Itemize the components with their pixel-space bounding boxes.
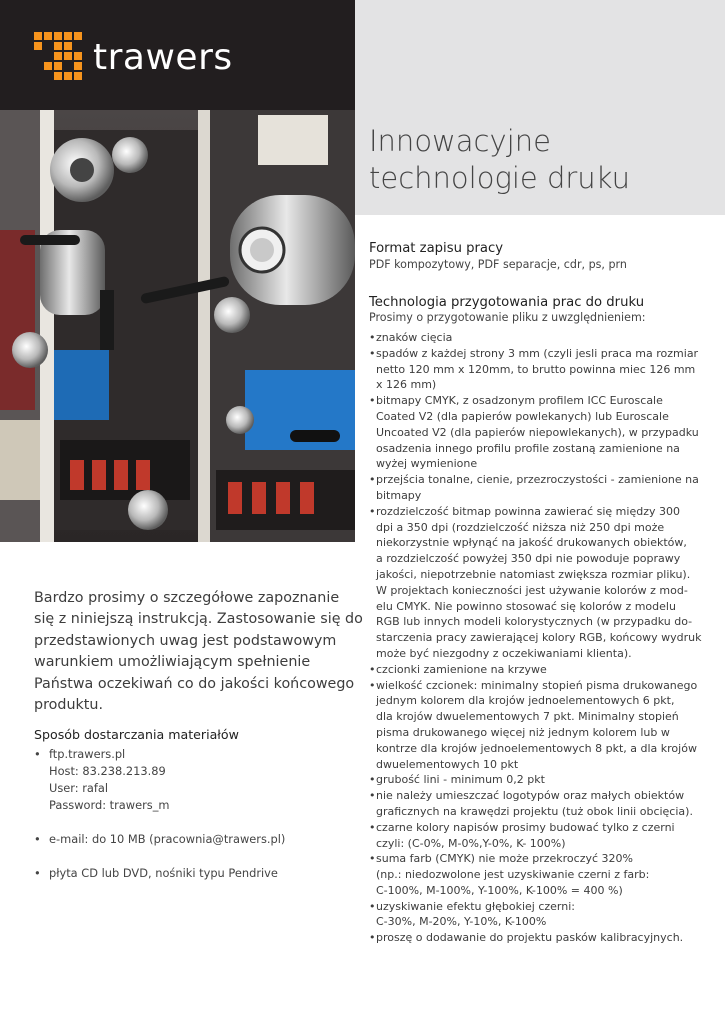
intro-line: się z niniejszą instrukcją. Zastosowanie się do [34, 611, 363, 628]
intro-line: przedstawionych uwag jest podstawowym [34, 632, 337, 649]
requirement-line: (np.: niedozwolone jest uzyskiwanie czerni z farb: [376, 868, 650, 882]
tech-requirements-list [369, 330, 702, 946]
ftp-host: Host: 83.238.213.89 [49, 764, 166, 778]
ftp-user: User: rafal [49, 781, 109, 795]
email-text: • e-mail: do 10 MB (pracownia@trawers.pl) [49, 832, 286, 846]
requirement-line: • spadów z każdej strony 3 mm (czyli jesli praca ma rozmiar [376, 346, 699, 360]
media-text: • płyta CD lub DVD, nośniki typu Pendrive [49, 866, 278, 880]
delivery-list [34, 746, 334, 882]
requirement-line: • czcionki zamienione na krzywe [376, 662, 547, 676]
requirement-line: netto 120 mm x 120mm, to brutto powinna miec 126 mm [376, 362, 696, 376]
requirement-line: dwuelementowych 10 pkt [376, 757, 519, 771]
requirement-item [369, 930, 699, 946]
requirement-item [369, 346, 699, 393]
tech-heading: Technologia przygotowania prac do druku [369, 295, 645, 310]
requirement-line: niekorzystnie wpłynąć na jakość drukowanych obiektów, [376, 536, 687, 550]
requirement-line: bitmapy [376, 488, 422, 502]
requirement-line: • bitmapy CMYK, z osadzonym profilem ICC Euroscale [376, 394, 663, 408]
intro-line: Bardzo prosimy o szczegółowe zapoznanie [34, 590, 340, 606]
requirement-line: C-100%, M-100%, Y-100%, K-100% = 400 %) [376, 883, 623, 897]
requirement-line: • przejścia tonalne, cienie, przezroczystości - zamienione na [376, 473, 699, 487]
trawers-logo-icon [34, 32, 84, 82]
requirement-item [369, 899, 699, 931]
requirement-line: a rozdzielczość powyżej 350 dpi nie powoduje poprawy [376, 552, 681, 566]
requirement-line: • znaków cięcia [376, 331, 453, 344]
requirement-line: • rozdzielczość bitmap powinna zawierać się między 300 [376, 504, 680, 518]
requirement-line: • czarne kolory napisów prosimy budować tylko z czerni [376, 820, 675, 834]
requirement-item [369, 851, 699, 898]
requirement-line: • wielkość czcionek: minimalny stopień pisma drukowanego [376, 678, 698, 692]
brand-name: trawers [93, 37, 233, 78]
requirement-item [369, 678, 699, 773]
format-text: PDF kompozytowy, PDF separacje, cdr, ps, prn [369, 258, 627, 271]
brand-header [0, 0, 355, 110]
printing-press-photo [0, 110, 355, 542]
requirement-line: dla krojów dwuelementowych 7 pkt. Minimalny stopień [376, 710, 679, 724]
requirement-item [369, 788, 699, 820]
delivery-ftp [34, 746, 334, 814]
requirement-line: dpi a 350 dpi (rozdzielczość niższa niż 250 dpi może [376, 520, 665, 534]
requirement-line: starczenia pracy zawierającej kolory RGB, końcowy wydruk [376, 631, 702, 645]
requirement-line: x 126 mm) [376, 378, 437, 392]
requirement-line: jakości, niepotrzebnie natomiast zwiększa rozmiar pliku). [376, 567, 691, 581]
requirement-line: • grubość lini - minimum 0,2 pkt [376, 773, 545, 787]
requirement-line: osadzenia innego profilu profile zostaną zamienione na [376, 441, 680, 455]
requirement-line: C-30%, M-20%, Y-10%, K-100% [376, 915, 547, 929]
requirement-item [369, 662, 699, 678]
requirement-item [369, 472, 699, 504]
requirement-line: • uzyskiwanie efektu głębokiej czerni: [376, 899, 575, 913]
intro-paragraph [34, 588, 364, 716]
requirement-line: może być niezgodny z oczekiwaniami klienta). [376, 646, 632, 660]
requirement-line: jednym kolorem dla krojów jednoelementowych 6 pkt, [376, 694, 675, 708]
requirement-line: RGB lub innych modeli kolorystycznych (w przypadku do- [376, 615, 693, 629]
requirement-line: elu CMYK. Nie powinno stosować się kolorów z modelu [376, 599, 676, 613]
requirement-line: pisma drukowanego więcej niż jednym kolorem lub w [376, 725, 670, 739]
delivery-email[interactable] [34, 831, 334, 848]
requirement-line: Coated V2 (dla papierów powlekanych) lub Euroscale [376, 409, 669, 423]
intro-line: Państwa oczekiwań co do jakości końcowego [34, 675, 355, 692]
requirement-item [369, 504, 702, 662]
ftp-password: Password: trawers_m [49, 798, 170, 812]
requirement-item [369, 772, 699, 788]
tech-section-header [369, 295, 699, 324]
requirement-line: kontrze dla krojów jednoelementowych 8 pkt, a dla krojów [376, 741, 697, 755]
requirement-item [369, 820, 699, 852]
requirement-line: • suma farb (CMYK) nie może przekroczyć 320% [376, 852, 633, 866]
tech-intro: Prosimy o przygotowanie pliku z uwzględnieniem: [369, 311, 646, 324]
requirement-line: • nie należy umieszczać logotypów oraz małych obiektów [376, 789, 685, 803]
requirement-line: W projektach konieczności jest używanie kolorów z mod- [376, 583, 688, 597]
title-line: Innowacyjne [369, 124, 551, 158]
requirement-line: czyli: (C-0%, M-0%,Y-0%, K- 100%) [376, 836, 566, 850]
page-title [369, 123, 709, 197]
requirement-line: graficznych na krawędzi projektu (tuż obok linii obcięcia). [376, 804, 693, 818]
format-heading: Format zapisu pracy [369, 241, 504, 256]
title-line: technologie druku [369, 161, 630, 195]
requirement-line: • proszę o dodawanie do projektu pasków kalibracyjnych. [376, 931, 684, 945]
title-panel [355, 0, 725, 215]
intro-line: warunkiem umożliwiającym spełnienie [34, 654, 311, 671]
requirement-line: wyżej wymienione [376, 457, 478, 471]
format-section [369, 241, 699, 271]
requirement-item [369, 330, 699, 346]
requirement-line: Uncoated V2 (dla papierów niepowlekanych), w przypadku [376, 425, 699, 439]
ftp-address[interactable]: • ftp.trawers.pl [49, 747, 126, 761]
requirement-item [369, 393, 699, 472]
intro-line: produktu. [34, 697, 104, 714]
delivery-heading: Sposób dostarczania materiałów [34, 727, 239, 742]
delivery-media [34, 865, 334, 882]
